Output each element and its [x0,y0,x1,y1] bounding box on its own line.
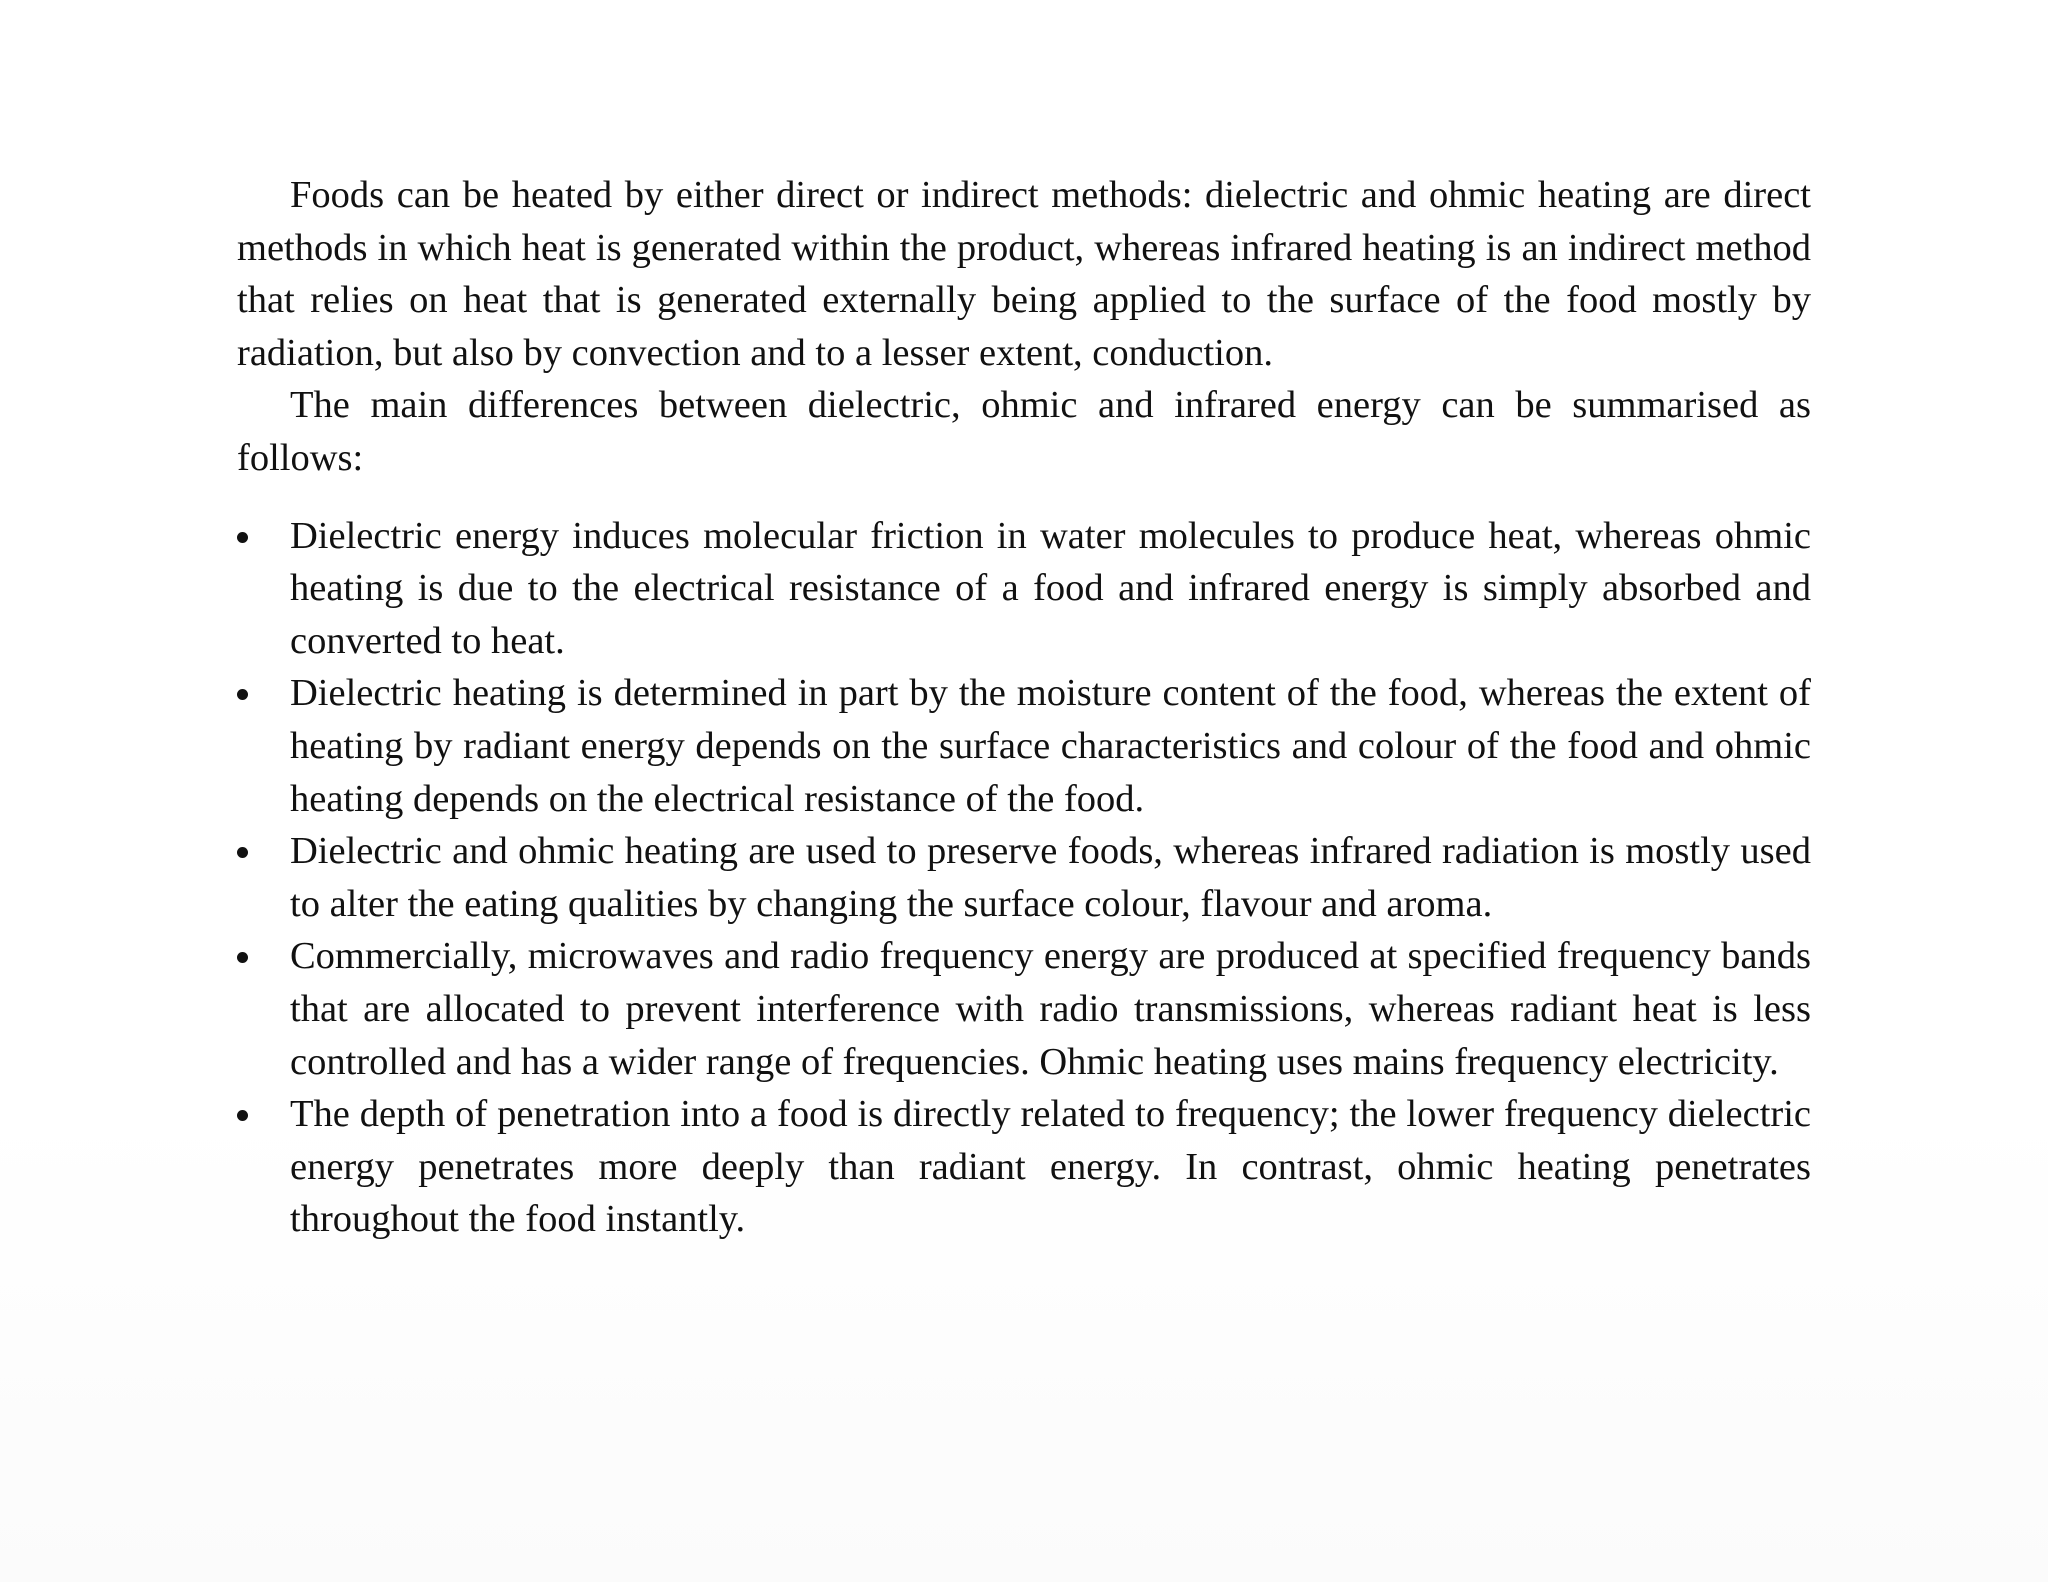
intro-paragraph: Foods can be heated by either direct or indirect methods: dielectric and ohmic heating are direct methods in which heat is generated within the product, whereas infrared heating is an indirect method that relies on heat that is generated externally being applied to the surface of the food mostly by radiation, but also by convection and to a lesser extent, conduction. [237,174,1811,374]
list-item [237,930,1811,1088]
bullet-icon [237,532,248,543]
list-item [237,510,1811,668]
bullet-icon [237,1110,248,1121]
list-item [237,1088,1811,1246]
list-item-text: Dielectric energy induces molecular friction in water molecules to produce heat, whereas ohmic heating is due to the electrical resistance of a food and infrared energy is simply absorbed and converted to heat. [290,514,1811,662]
bullet-icon [237,952,248,963]
bullet-icon [237,689,248,700]
body-text [237,169,1811,1246]
bullet-icon [237,847,248,858]
list-item [237,667,1811,825]
summary-lead-paragraph: The main differences between dielectric, ohmic and infrared energy can be summarised as follows: [237,384,1811,479]
list-item-text: Commercially, microwaves and radio frequency energy are produced at specified frequency bands that are allocated to prevent interference with radio transmissions, whereas radiant heat is less controlled and has a wider range of frequencies. Ohmic heating uses mains frequency electricity. [290,935,1811,1083]
list-item [237,825,1811,930]
list-item-text: Dielectric heating is determined in part by the moisture content of the food, whereas the extent of heating by radiant energy depends on the surface characteristics and colour of the food and ohmic heating depends on the electrical resistance of the food. [290,672,1811,820]
list-item-text: The depth of penetration into a food is directly related to frequency; the lower frequency dielectric energy penetrates more deeply than radiant energy. In contrast, ohmic heating penetrates throughout the food instantly. [290,1093,1811,1241]
list-item-text: Dielectric and ohmic heating are used to preserve foods, whereas infrared radiation is mostly used to alter the eating qualities by changing the surface colour, flavour and aroma. [290,830,1811,925]
differences-list [237,510,1811,1246]
